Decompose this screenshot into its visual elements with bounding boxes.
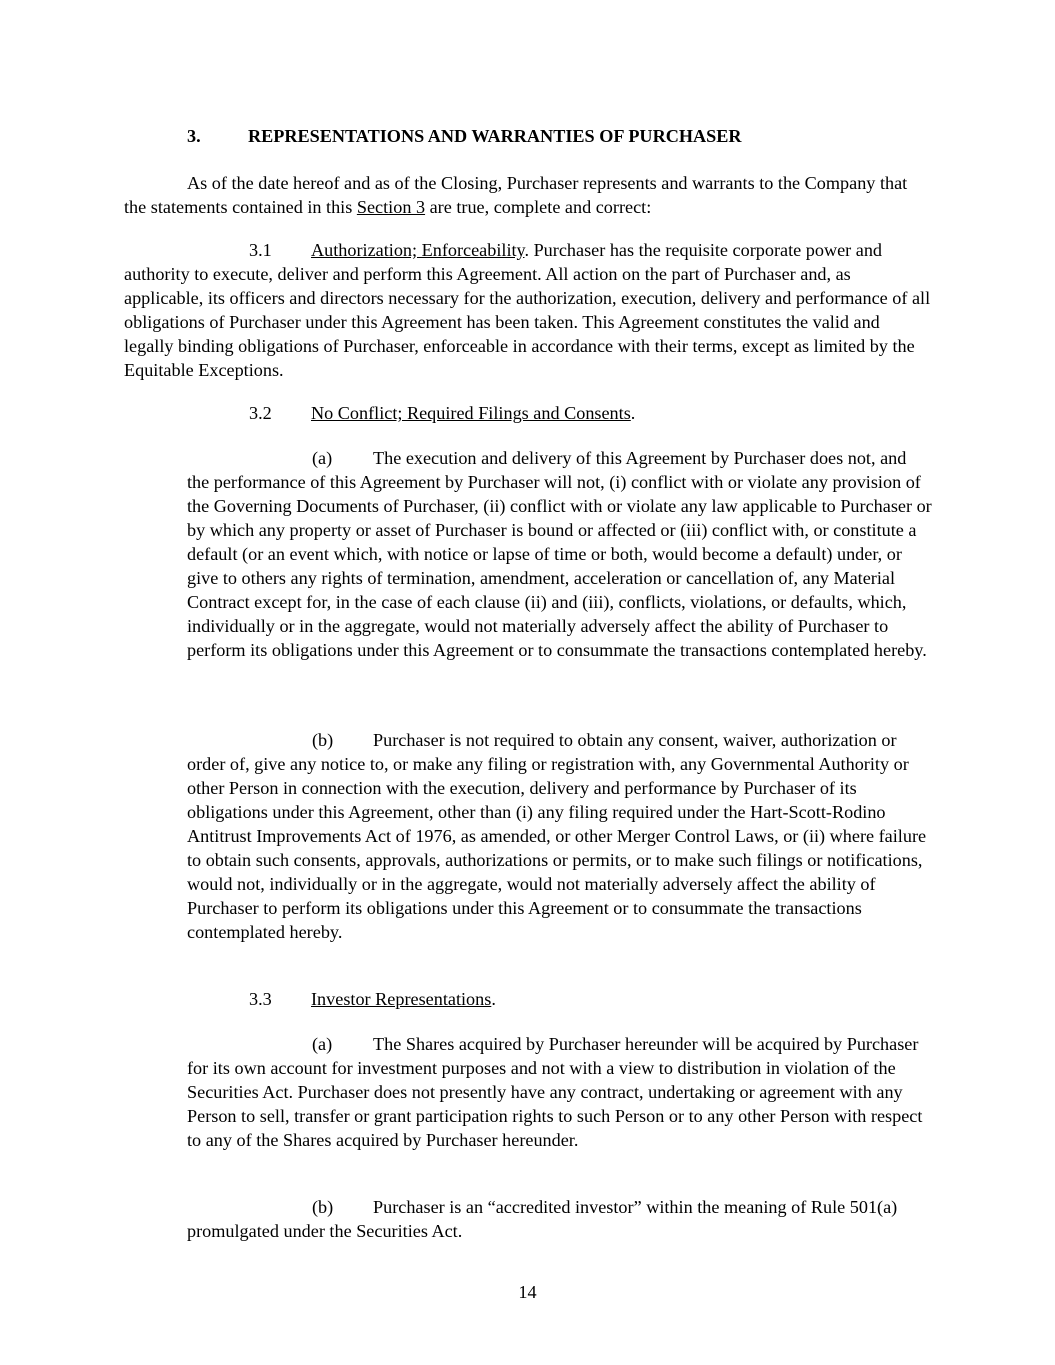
clause-label: (a) (312, 1034, 333, 1054)
clause-label: (a) (312, 448, 333, 468)
section-number: 3. (187, 126, 201, 146)
clause-body: Purchaser is an “accredited investor” within the meaning of Rule 501(a) promulgated under the Securities Act. (187, 1197, 898, 1241)
subsection-title: Authorization; Enforceability (311, 240, 525, 260)
clause-label: (b) (312, 1197, 334, 1217)
subsection-3-2-heading: 3.2 No Conflict; Required Filings and Consents. (249, 403, 636, 423)
section-title: REPRESENTATIONS AND WARRANTIES OF PURCHASER (248, 126, 742, 146)
clause-body: The Shares acquired by Purchaser hereunder will be acquired by Purchaser for its own account for investment purposes and not with a view to distribution in violation of the Securities Act. Purchaser does not presently have any contract, undertaking or agreement with any Person to sell, transfer or grant participation rights to such Person or to any other Person with respect to any of the Shares acquired by Purchaser hereunder. (187, 1034, 923, 1150)
subsection-title: Investor Representations (311, 989, 492, 1009)
subsection-number: 3.2 (249, 403, 272, 423)
clause-3-2-b (187, 728, 932, 944)
section-3-reference: Section 3 (356, 197, 426, 217)
subsection-title: No Conflict; Required Filings and Consents (311, 403, 631, 423)
subsection-3-3-heading: 3.3 Investor Representations. (249, 989, 496, 1009)
subsection-body: . Purchaser has the requisite corporate power and authority to execute, deliver and perform this Agreement. All action on the part of Purchaser and, as applicable, its officers and directors necessary for the authorization, execution, delivery and performance of all obligations of Purchaser under this Agreement has been taken. This Agreement constitutes the valid and legally binding obligations of Purchaser, enforceable in accordance with their terms, except as limited by the Equitable Exceptions. (124, 240, 931, 380)
clause-3-3-b (187, 1195, 932, 1243)
intro-paragraph: As of the date hereof and as of the Closing, Purchaser represents and warrants to the Company that the statements contained in this Section 3 are true, complete and correct: (124, 173, 908, 217)
clause-body: Purchaser is not required to obtain any consent, waiver, authorization or order of, give any notice to, or make any filing or registration with, any Governmental Authority or other Person in connection with the execution, delivery and performance by Purchaser of its obligations under this Agreement, other than (i) any filing required under the Hart-Scott-Rodino Antitrust Improvements Act of 1976, as amended, or other Merger Control Laws, or (ii) where failure to obtain such consents, approvals, authorizations or permits, or to make such filings or notifications, would not, individually or in the aggregate, would not materially adversely affect the ability of Purchaser to perform its obligations under this Agreement or to consummate the transactions contemplated hereby. (187, 730, 927, 942)
subsection-number: 3.3 (249, 989, 272, 1009)
subsection-number: 3.1 (249, 240, 272, 260)
clause-body: The execution and delivery of this Agreement by Purchaser does not, and the performance of this Agreement by Purchaser will not, (i) conflict with or violate any provision of the Governing Documents of Purchaser, (ii) conflict with or violate any law applicable to Purchaser or by which any property or asset of Purchaser is bound or affected or (iii) conflict with, or constitute a default (or an event which, with notice or lapse of time or both, would become a default) under, or give to others any rights of termination, amendment, acceleration or cancellation of, any Material Contract except for, in the case of each clause (ii) and (iii), conflicts, violations, or defaults, which, individually or in the aggregate, would not materially adversely affect the ability of Purchaser to perform its obligations under this Agreement or to consummate the transactions contemplated hereby. (187, 448, 932, 660)
page-number: 14 (518, 1282, 537, 1302)
section-heading (187, 124, 742, 148)
subsection-3-1 (124, 238, 932, 382)
clause-label: (b) (312, 730, 334, 750)
clause-3-2-a (187, 446, 932, 662)
clause-3-3-a (187, 1032, 932, 1152)
